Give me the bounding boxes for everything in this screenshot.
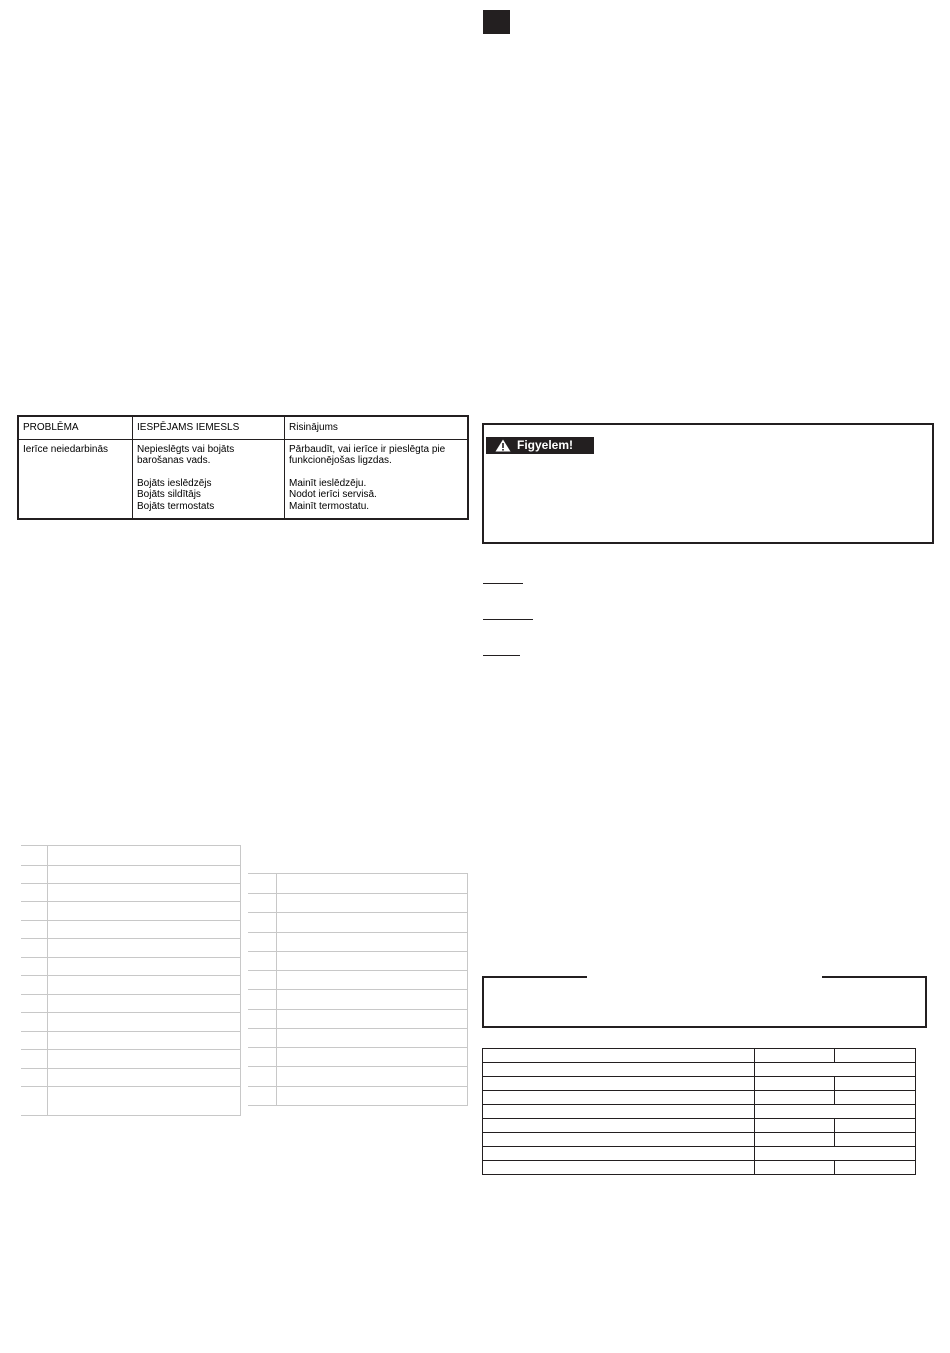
grid-row — [21, 957, 240, 976]
solution-list — [289, 444, 445, 512]
parts-grid-left — [21, 845, 241, 1116]
warning-triangle-icon — [495, 439, 511, 452]
spec-col-line — [834, 1049, 835, 1063]
grid-row — [248, 874, 467, 894]
grid-row — [21, 975, 240, 995]
column-divider — [132, 417, 133, 518]
warning-box — [482, 423, 934, 544]
grid-row — [21, 938, 240, 958]
heading-underline — [483, 619, 533, 620]
cause-line: Bojāts sildītājs — [137, 489, 201, 501]
notice-box — [482, 976, 927, 1028]
spec-col-line — [834, 1160, 835, 1175]
grid-row — [248, 893, 467, 913]
solution-line: Nodot ierīci servisā. — [289, 489, 377, 501]
grid-row — [21, 994, 240, 1013]
header-cause: IESPĒJAMS IEMESLS — [137, 422, 240, 433]
grid-row — [248, 912, 467, 933]
grid-row — [248, 932, 467, 952]
spec-table — [482, 1048, 916, 1175]
spec-row-line — [483, 1160, 915, 1161]
column-divider — [284, 417, 285, 518]
spec-col-line — [754, 1049, 755, 1174]
heading-underline — [483, 655, 520, 656]
grid-row — [248, 989, 467, 1010]
solution-line: Mainīt termostatu. — [289, 500, 370, 512]
warning-label-text: Figyelem! — [517, 438, 574, 452]
heading-underline — [483, 583, 523, 584]
grid-row — [21, 901, 240, 921]
grid-row — [248, 1086, 467, 1105]
cause-line: barošanas vads. — [137, 455, 211, 467]
cause-list — [137, 444, 234, 512]
solution-line: Mainīt ieslēdzēju. — [289, 477, 367, 489]
grid-row — [21, 865, 240, 884]
grid-row — [21, 1068, 240, 1087]
grid-row — [21, 1049, 240, 1069]
spec-row-line — [483, 1118, 915, 1119]
grid-row — [248, 1028, 467, 1048]
spec-row-line — [483, 1146, 915, 1147]
grid-row — [248, 1066, 467, 1087]
problem-text: Ierīce neiedarbinās — [23, 444, 109, 455]
grid-row — [21, 1012, 240, 1032]
cause-line: Nepieslēgts vai bojāts — [137, 444, 235, 455]
grid-row — [248, 1047, 467, 1067]
grid-row — [21, 1086, 240, 1100]
box-top-line — [822, 976, 927, 978]
spec-row-line — [483, 1104, 915, 1105]
table-header-row — [19, 417, 467, 440]
spec-row-line — [483, 1076, 915, 1077]
spec-row-line — [483, 1090, 915, 1091]
grid-row — [21, 920, 240, 939]
parts-grid-right — [248, 873, 468, 1106]
grid-row — [21, 883, 240, 902]
spec-row-line — [483, 1132, 915, 1133]
header-solution: Risinājums — [289, 422, 338, 433]
grid-row — [248, 951, 467, 971]
troubleshooting-table — [17, 415, 469, 520]
solution-line: funkcionējošas ligzdas. — [289, 455, 392, 467]
cause-line: Bojāts ieslēdzējs — [137, 477, 212, 489]
box-top-line — [484, 976, 587, 978]
warning-label — [486, 437, 594, 454]
grid-row — [21, 1031, 240, 1050]
solution-line: Pārbaudīt, vai ierīce ir pieslēgta pie — [289, 444, 446, 455]
grid-row — [248, 1009, 467, 1029]
header-problem: PROBLĒMA — [23, 422, 79, 433]
grid-row — [21, 846, 240, 866]
spec-col-line — [834, 1118, 835, 1146]
cause-line: Bojāts termostats — [137, 500, 215, 512]
spec-col-line — [834, 1076, 835, 1104]
page-marker-block — [483, 10, 510, 34]
spec-row-line — [483, 1062, 915, 1063]
grid-row — [248, 970, 467, 990]
